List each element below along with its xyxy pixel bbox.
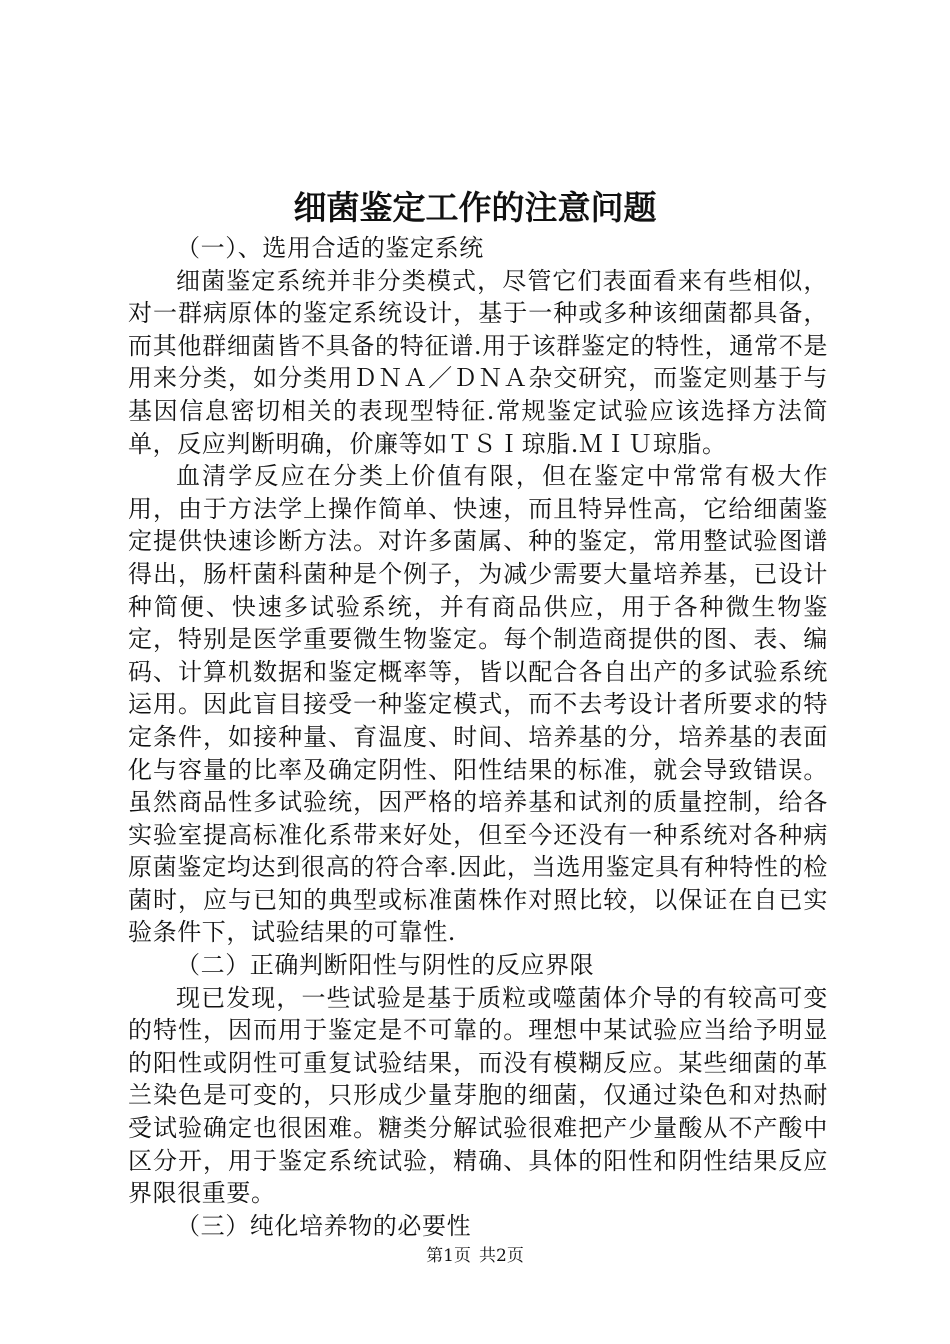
paragraph-3: 现已发现，一些试验是基于质粒或噬菌体介导的有较高可变的特性，因而用于鉴定是不可靠的。理想中某试验应当给予明显的阳性或阴性可重复试验结果，而没有模糊反应。某些细菌的革兰染色是可变的，只形成少量芽胞的细菌，仅通过染色和对热耐受试验确定也很困难。糖类分解试验很难把产少量酸从不产酸中区分开，用于鉴定系统试验，精确、具体的阳性和阴性结果反应界限很重要。: [128, 983, 828, 1208]
page-total: 共2页: [479, 1246, 524, 1266]
document-title: 细菌鉴定工作的注意问题: [293, 188, 657, 227]
page-footer: [0, 1244, 950, 1268]
section-heading-3: （三）纯化培养物的必要性: [176, 1211, 472, 1240]
section-heading-2: （二）正确判断阳性与阴性的反应界限: [176, 951, 595, 980]
paragraph-2: 血清学反应在分类上价值有限，但在鉴定中常常有极大作用，由于方法学上操作简单、快速，而且特异性高，它给细菌鉴定提供快速诊断方法。对许多菌属、种的鉴定，常用整试验图谱得出，肠杆菌科菌种是个例子，为减少需要大量培养基，已设计种简便、快速多试验系统，并有商品供应，用于各种微生物鉴定，特别是医学重要微生物鉴定。每个制造商提供的图、表、编码、计算机数据和鉴定概率等，皆以配合各自出产的多试验系统运用。因此盲目接受一种鉴定模式，而不去考设计者所要求的特定条件，如接种量、育温度、时间、培养基的分，培养基的表面化与容量的比率及确定阴性、阳性结果的标准，就会导致错误。虽然商品性多试验统，因严格的培养基和试剂的质量控制，给各实验室提高标准化系带来好处，但至今还没有一种系统对各种病原菌鉴定均达到很高的符合率.因此，当选用鉴定具有种特性的检菌时，应与已知的典型或标准菌株作对照比较，以保证在自已实验条件下，试验结果的可靠性.: [128, 462, 828, 947]
document-body: [128, 232, 828, 1242]
paragraph-1: 细菌鉴定系统并非分类模式，尽管它们表面看来有些相似，对一群病原体的鉴定系统设计，基于一种或多种该细菌都具备，而其他群细菌皆不具备的特征谱.用于该群鉴定的特性，通常不是用来分类，如分类用ＤＮＡ／ＤＮＡ杂交研究，而鉴定则基于与基因信息密切相关的表现型特征.常规鉴定试验应该选择方法简单，反应判断明确，价廉等如ＴＳＩ琼脂.ＭＩＵ琼脂。: [128, 266, 828, 458]
section-heading-1: （一）、选用合适的鉴定系统: [176, 234, 484, 262]
page-number: 第1页: [426, 1246, 471, 1266]
